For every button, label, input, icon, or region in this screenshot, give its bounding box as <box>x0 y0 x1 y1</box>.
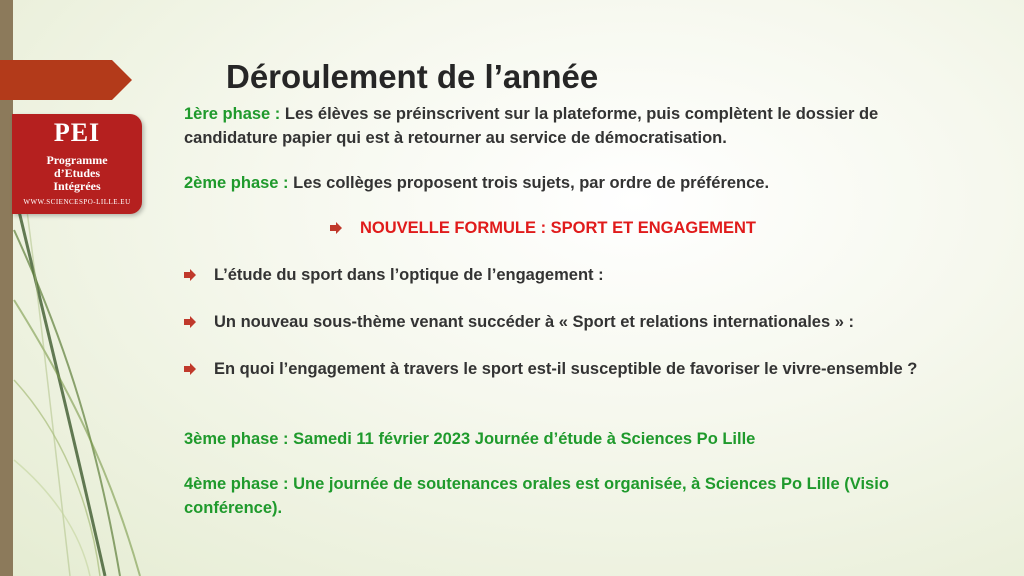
pei-logo <box>12 114 142 214</box>
bullet-text: Un nouveau sous-thème venant succéder à « Sport et relations internationales » : <box>214 313 855 331</box>
phase-1-text: Les élèves se préinscrivent sur la plateforme, puis complètent le dossier de candidature papier qui est à retourner au service de démocratisation. <box>184 105 879 147</box>
phase-4: 4ème phase : Une journée de soutenances orales est organisée, à Sciences Po Lille (Visio conférence). <box>184 475 889 517</box>
arrow-tab-shape <box>0 60 132 100</box>
phase-3: 3ème phase : Samedi 11 février 2023 Journée d’étude à Sciences Po Lille <box>184 430 756 448</box>
logo-line-1: Programme <box>46 153 108 167</box>
bullet-item <box>184 357 974 381</box>
phase-2 <box>184 171 974 195</box>
logo-title: PEI <box>53 118 101 147</box>
bullet-item <box>184 310 974 334</box>
arrow-bullet-icon <box>184 363 196 375</box>
phase-2-text: Les collèges proposent trois sujets, par ordre de préférence. <box>293 174 770 192</box>
slide-title: Déroulement de l’année <box>226 58 599 95</box>
phase-2-label: 2ème phase : <box>184 174 289 192</box>
logo-url: WWW.SCIENCESPO-LILLE.EU <box>23 198 131 206</box>
arrow-bullet-icon <box>330 222 342 234</box>
bullet-text: En quoi l’engagement à travers le sport est-il susceptible de favoriser le vivre-ensemble ? <box>214 360 918 378</box>
arrow-bullet-icon <box>184 316 196 328</box>
arrow-bullet-icon <box>184 269 196 281</box>
phase-1 <box>184 102 974 150</box>
phase-1-label: 1ère phase : <box>184 105 281 123</box>
bullet-item <box>184 263 974 287</box>
logo-line-3: Intégrées <box>53 179 101 193</box>
bullet-text: L’étude du sport dans l’optique de l’engagement : <box>214 266 604 284</box>
highlight-text: NOUVELLE FORMULE : SPORT ET ENGAGEMENT <box>360 219 757 237</box>
logo-line-2: d’Etudes <box>53 166 100 180</box>
